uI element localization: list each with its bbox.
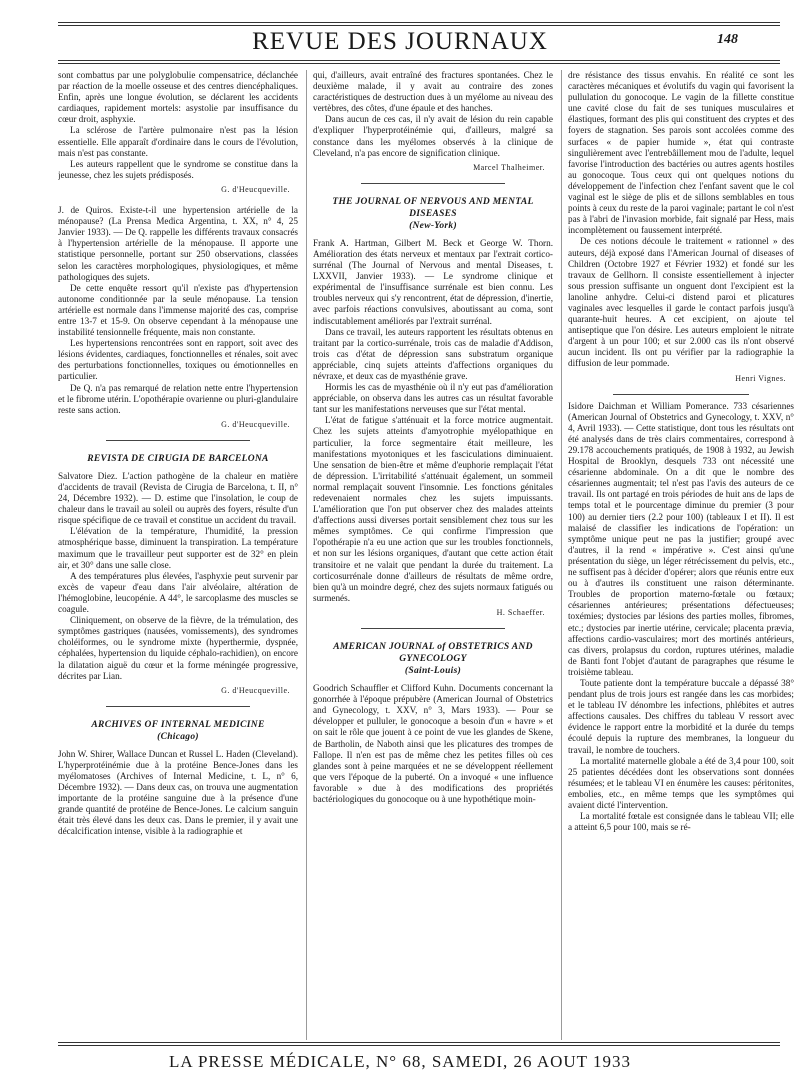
paragraph: Toute patiente dont la température buccale a dépassé 38° pendant plus de trois jours est rangée dans les cas morbides; et le tableau IV dénombre les infections, phlébites et autres affections causales. Des chiffres du tableau V ressort avec évidence le rapport entre la morbidité et la durée du temps écoulé depuis la rupture des membranes, la longueur du travail, le nombre de touchers. bbox=[568, 677, 794, 755]
section-divider bbox=[613, 394, 749, 395]
paragraph: Cliniquement, on observe de la fièvre, de la trémulation, des symptômes gastriques (nausées, vomissements), des syndromes choléiformes, ou le syndrome mixte (hyperthermie, dyspnée, céphalées, hypertension du liquide céphalo-rachidien), on encore la dilatation aiguë du cœur et la forme méningée progressive, décrites par Lian. bbox=[58, 615, 298, 681]
article bbox=[58, 471, 298, 696]
paragraph: Les hypertensions rencontrées sont en rapport, soit avec des lésions évidentes, cardiaques, fonctionnelles et rénales, soit avec des perturbations fonctionnelles, toxiques ou émotionnelles en particulier. bbox=[58, 338, 298, 382]
journal-place: (Chicago) bbox=[157, 731, 199, 742]
journal-name: THE JOURNAL OF NERVOUS AND MENTAL DISEASES bbox=[332, 196, 534, 219]
article bbox=[568, 401, 794, 834]
journal-heading bbox=[58, 719, 298, 743]
paragraph: De Q. n'a pas remarqué de relation nette entre l'hypertension et le fibrome utérin. L'opothérapie ovarienne ou pluri-glandulaire reste sans action. bbox=[58, 382, 298, 415]
section-divider bbox=[361, 628, 505, 629]
author-signature: H. Schaeffer. bbox=[496, 607, 545, 617]
footer-rule bbox=[58, 1042, 780, 1048]
author-signature: G. d'Heucqueville. bbox=[221, 419, 290, 429]
paragraph: De cette enquête ressort qu'il n'existe pas d'hypertension autonome conditionnée par la seule ménopause. La tension artérielle est normale dans l'immense majorité des cas, comprise entre 13-7 et 15-9. On observe cependant à la ménopause une instabilité tensionnelle fréquente, mais non constante. bbox=[58, 282, 298, 338]
article bbox=[58, 749, 298, 838]
paragraph: Les auteurs rappellent que le syndrome se constitue dans la jeunesse, chez les sujets prédisposés. bbox=[58, 158, 298, 180]
author-signature: Henri Vignes. bbox=[735, 373, 786, 383]
article bbox=[313, 683, 553, 805]
paragraph: De ces notions découle le traitement « rationnel » des auteurs, déjà exposé dans l'American Journal of diseases of Children (Octobre 1927 et Février 1932) et fondé sur les travaux de Gellhorn. Il consiste essentiellement à injecter sous pression suffisante un onguent dont l'excipient est la lanoline anhydre. Celui-ci distend paroi et plicatures vaginales avec lesquelles il garde le contact parfois jusqu'à quarante-huit heures. A cet excipient, on ajoute tel antiseptique que l'on désire. Les auteurs emploient le nitrate d'argent à un pour 100; et sur 2.000 cas ils n'ont observé aucun incident. Ils ont pu vérifier par la radiographie la diffusion de leur pommade. bbox=[568, 236, 794, 369]
journal-name: AMERICAN JOURNAL of OBSTETRICS AND GYNECOLOGY bbox=[333, 642, 533, 665]
paragraph: dre résistance des tissus envahis. En réalité ce sont les caractères mécaniques et évolutifs du vagin qui favorisent la pullulation du gonocoque. Le vagin de la fillette constitue une cavité close du fait de ses tuniques musculaires et élastiques, formant des plis qui constituent des cryptes et des foyers de stagnation. Ses parois sont accolées comme des surfaces « de papier humide », état qui contraste singulièrement avec l'entrebâillement mou de l'adulte, lequel favorise l'introduction des bactéries ou autres agents hostiles au gonocoque. Tous ceux qui ont quelques notions du développement de l'infection chez l'enfant savent que le col vaginal est le siège de plis et de sillons semblables en tous points à ceux du reste de la paroi vaginale; partant le col n'est pas à l'abri de l'invasion morbide, fait signalé par Hess, mais incomplètement ou faussement interprété. bbox=[568, 70, 794, 236]
paragraph: sont combattus par une polyglobulie compensatrice, déclanchée par réaction de la moelle osseuse et des centres diencéphaliques. Enfin, après une longue évolution, se déclarent les accidents cardiaques, rapidement mortels: asystolie par insuffisance du cœur droit, asphyxie. bbox=[58, 70, 298, 125]
journal-place: (Saint-Louis) bbox=[404, 666, 462, 677]
article-heading: J. de Quiros. Existe-t-il une hypertension artérielle de la ménopause? (La Prensa Medica Argentina, t. XX, n° 4, 25 Janvier 1933). — De Q. rappelle les différents travaux consacrés à l'hypertension artérielle de la ménopause. Il apporte une statistique personnelle, portant sur 250 observations, classées selon les caractères morphologiques, physiologiques, et même pathologiques des sujets. bbox=[58, 205, 298, 282]
author-signature: G. d'Heucqueville. bbox=[221, 184, 290, 194]
column-divider bbox=[306, 70, 307, 1040]
paragraph: qui, d'ailleurs, avait entraîné des fractures spontanées. Chez le deuxième malade, il y avait au contraire des zones caractéristiques de destruction dues à un myélome au niveau des vertèbres, des côtes, d'une épaule et des hanches. bbox=[313, 70, 553, 114]
article-heading: Frank A. Hartman, Gilbert M. Beck et George W. Thorn. Amélioration des états nerveux et mentaux par l'extrait cortico-surrénal (The Journal of Nervous and mental Diseases, t. LXXVII, Janvier 1933). — Le syndrome clinique et expérimental de l'insuffisance surrénale est bien connu. Les troubles nerveux qui s'y rencontrent, état de dépression, d'inertie, avec parfois réactions convulsives, aboutissant au coma, sont indiscutablement améliorés par l'extrait surrénal. bbox=[313, 237, 553, 326]
author-signature: Marcel Thalheimer. bbox=[473, 162, 545, 172]
section-divider bbox=[106, 440, 250, 441]
article-heading: John W. Shirer, Wallace Duncan et Russel L. Haden (Cleveland). L'hyperprotéinémie due à la protéine Bence-Jones dans les myélomatoses (Archives of Internal Medicine, t. L, n° 6, Décembre 1932). — Dans deux cas, on trouva une augmentation importante de la protéine sanguine due à la présence d'une grande quantité de protéine de Bence-Jones. Le calcium sanguin était très élevé dans les deux cas. Dans le premier, il y avait une décalcification intense, visible à la radiographie et bbox=[58, 748, 298, 837]
article-heading: Isidore Daichman et William Pomerance. 733 césariennes (American Journal of Obstetrics and Gynecology, t. XXV, n° 4, Avril 1933). — Cette statistique, dont tous les résultats ont été analysés dans de très clairs commentaires, correspond à 29.178 accouchements pratiqués, de 1908 à 1932, au Jewish Hospital de Brooklyn, desquels 733 ont nécessité une césarienne abdominale. On a dit que le nombre des césariennes augmentait; tel n'est pas l'avis des auteurs de ce travail. Ils ont partagé en trois périodes de huit ans de laps de temps total et le pourcentage diminue du premier (3 pour 100) au dernier tiers (2.2 pour 100) (tableaux I et II). Il est malaisé de classifier les indications de l'opération: un symptôme unique peut ne pas la justifier; groupé avec d'autres, il la rend « impérative ». C'est ainsi qu'une présentation du siège, un léger rétrécissement du pelvis, etc., ne suffisent pas à décider d'opérer; alors que réunis entre eux ou à d'autres ils constituent une raison déterminante. Troubles de proportion materno-fœtale ou fœtaux; césariennes antérieures; présentations défectueuses; toxémies; dystocies par lésions des parties molles, fibromes, etc.; dystocies par inertie utérine, cervicale; placenta prævia, affections cardio-vasculaires; mort des mortinés antérieurs, cas divers, prolapsus du cordon, ruptures utérines, maladie de Banti font l'objet d'autant de paragraphes que résume le troisième tableau. bbox=[568, 400, 794, 677]
paragraph: Hormis les cas de myasthénie où il n'y eut pas d'amélioration appréciable, on observa dans les autres cas un résultat favorable tant sur les manifestations nerveuses que sur l'état mental. bbox=[313, 382, 553, 415]
journal-place: (New-York) bbox=[409, 220, 457, 231]
section-divider bbox=[106, 706, 250, 707]
journal-name: ARCHIVES OF INTERNAL MEDICINE bbox=[91, 719, 265, 730]
article-heading: Salvatore Diez. L'action pathogène de la chaleur en matière d'accidents de travail (Revista de Cirugia de Barcelona, t. II, n° 24, Décembre 1932). — D. estime que l'insolation, le coup de chaleur dans le travail au soleil ou auprès des foyers, résulte d'un risque spécifique de ce travail et constitue un accident du travail. bbox=[58, 470, 298, 526]
article bbox=[58, 205, 298, 430]
header-rule bbox=[58, 60, 780, 66]
section-divider bbox=[361, 183, 505, 184]
page-footer: LA PRESSE MÉDICALE, N° 68, SAMEDI, 26 AOUT 1933 bbox=[169, 1052, 631, 1071]
paragraph: L'élévation de la température, l'humidité, la pression atmosphérique basse, diminuent la transpiration. La température maximum que le travailleur peut supporter est de 32° en plein air, et 30° dans une salle close. bbox=[58, 526, 298, 570]
journal-heading bbox=[313, 196, 553, 232]
paragraph: A des températures plus élevées, l'asphyxie peut survenir par excès de vapeur d'eau dans l'air alvéolaire, altération de l'hémoglobine, leucopénie. A 44°, le sarcoplasme des muscles se coagule. bbox=[58, 570, 298, 615]
paragraph: Dans aucun de ces cas, il n'y avait de lésion du rein capable d'expliquer l'hyperprotéinémie qui, d'ailleurs, malgré sa constance dans les myélomes observés à la clinique de Cleveland, n'a pas encore de signification clinique. bbox=[313, 114, 553, 158]
column-3 bbox=[568, 70, 794, 1050]
paragraph: La mortalité fœtale est consignée dans le tableau VII; elle a atteint 6,5 pour 100, mais se ré- bbox=[568, 811, 794, 833]
page-title: REVUE DES JOURNAUX bbox=[252, 28, 548, 55]
paragraph: La sclérose de l'artère pulmonaire n'est pas la lésion essentielle. Elle apparaît d'ordinaire dans le cours de l'évolution, mais n'est pas constante. bbox=[58, 125, 298, 158]
column-divider bbox=[561, 70, 562, 1040]
article bbox=[313, 238, 553, 618]
paragraph: Dans ce travail, les auteurs rapportent les résultats obtenus en traitant par la cortico-surrénale, trois cas de maladie d'Addison, trois cas d'état de dépression sans substratum organique appréciable, cinq sujets atteints d'affections organiques du névraxe, et deux cas de myasthénie grave. bbox=[313, 326, 553, 381]
page-number: 148 bbox=[717, 32, 738, 47]
journal-heading bbox=[313, 641, 553, 677]
article-heading: Goodrich Schauffler et Clifford Kuhn. Documents concernant la gonorrhée à l'époque prépubère (American Journal of Obstetrics and Gynecology, t. XXV, n° 3, Mars 1933). — Pour se développer et pulluler, le gonocoque a besoin d'un « havre » et on sait le rôle que jouent à ce point de vue les glandes de Skene, de Bartholin, de Naboth ainsi que les plicatures des trompes de Fallope. Il n'en est pas de même chez les petites filles où ces glandes sont à peine marquées et ne se développent réellement que vers l'époque de la puberté. On a invoqué « une influence favorable » due à des modifications des propriétés bactériologiques du gonocoque ou à une hypothétique moin- bbox=[313, 683, 553, 804]
journal-heading: REVISTA DE CIRUGIA DE BARCELONA bbox=[87, 453, 269, 464]
author-signature: G. d'Heucqueville. bbox=[221, 685, 290, 695]
column-2 bbox=[313, 70, 553, 1050]
paragraph: La mortalité maternelle globale a été de 3,4 pour 100, soit 25 patientes décédées dont les observations sont données résumées; et le tableau VI en énumère les causes: péritonites, embolies, etc., en même temps que les symptômes qui avaient dicté l'intervention. bbox=[568, 755, 794, 810]
column-1 bbox=[58, 70, 298, 1050]
paragraph: L'état de fatigue s'atténuait et la force motrice augmentait. Chez les sujets atteints d'amyotrophie myélopathique en particulier, la force segmentaire était meilleure, les manifestations myotoniques et les fasciculations diminuaient. Une sensation de bien-être et même d'euphorie remplaçait l'état de dépression. L'irritabilité s'atténuait également, un sommeil normal remplaçait souvent l'insomnie. Les fonctions génitales redevenaient normales chez les sujets impuissants. L'amélioration que l'on put observer chez des malades atteints d'affections aussi diverses portait sensiblement chez tous sur les mêmes symptômes. Ce qui confirme l'impression que l'opothérapie n'a eu une action que sur les troubles fonctionnels, et non sur les lésions organiques, d'autant que cette action était transitoire et ne valait que pendant la durée du traitement. La corticosurrénale donne d'ailleurs de résultats de même ordre, bien qu'à un moindre degré, chez des sujets normaux fatigués ou surmenés. bbox=[313, 415, 553, 603]
